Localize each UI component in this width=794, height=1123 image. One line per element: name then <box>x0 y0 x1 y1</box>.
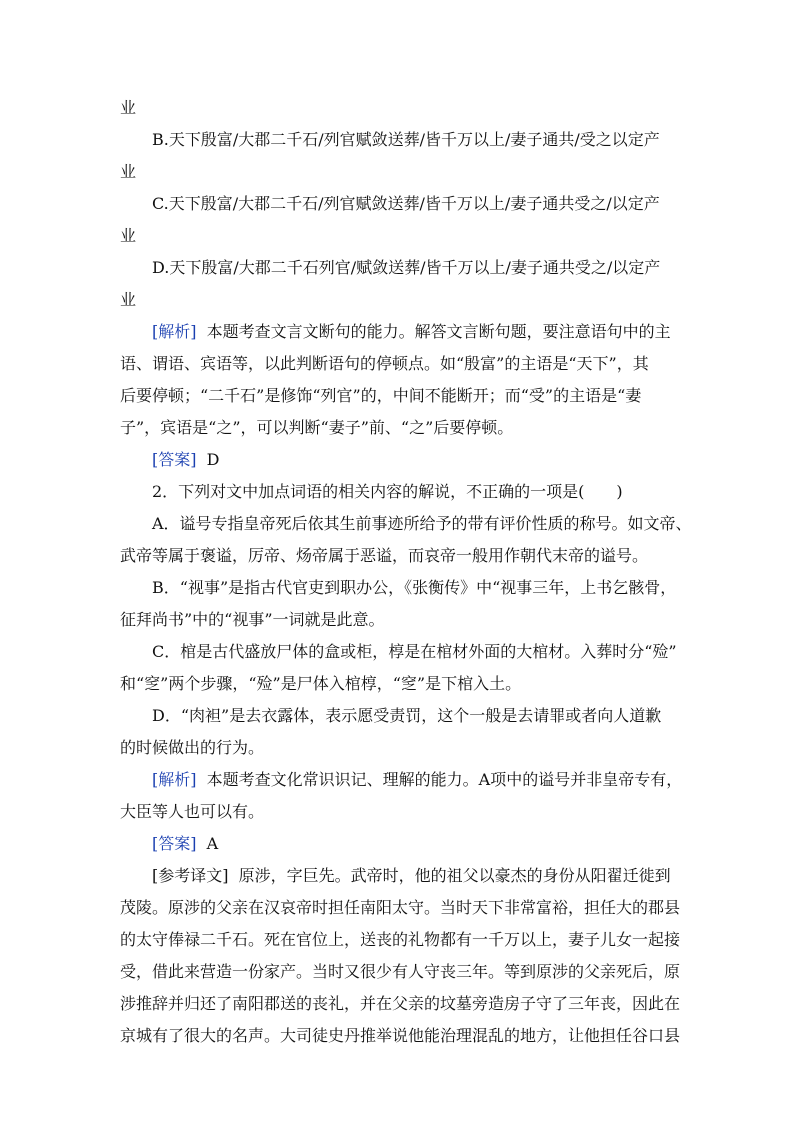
document-page <box>120 92 692 1052</box>
analysis-2-line-2: 大臣等人也可以有。 <box>120 802 265 821</box>
analysis-tag: [解析] <box>152 322 197 341</box>
translation-line-1 <box>120 860 676 892</box>
answer-value: A <box>206 834 219 853</box>
analysis-1-line-3: 后要停顿；“二千石”是修饰“列官”的，中间不能断开；而“受”的主语是“妻 <box>120 386 642 405</box>
analysis-1-line-4: 子”，宾语是“之”，可以判断“妻子”前、“之”后要停顿。 <box>120 418 514 437</box>
analysis-text: 本题考查文言文断句的能力。解答文言断句题，要注意语句中的主 <box>206 322 671 341</box>
text-line: 业 <box>120 290 137 309</box>
option-c-line: C.天下殷富/大郡二千石/列官赋敛送葬/皆千万以上/妻子通共受之/以定产 <box>152 194 660 213</box>
translation-line-3: 的太守俸禄二千石。死在官位上，送丧的礼物都有一千万以上，妻子儿女一起接 <box>120 930 681 949</box>
analysis-1-line-2: 语、谓语、宾语等，以此判断语句的停顿点。如“殷富”的主语是“天下”，其 <box>120 354 649 373</box>
answer-1-line <box>120 444 676 476</box>
translation-line-4: 受，借此来营造一份家产。当时又很少有人守丧三年。等到原涉的父亲死后，原 <box>120 962 681 981</box>
option-b-line: B.天下殷富/大郡二千石/列官赋敛送葬/皆千万以上/妻子通共/受之以定产 <box>152 130 660 149</box>
answer-tag: [答案] <box>152 834 197 853</box>
translation-line-5: 涉推辞并归还了南阳郡送的丧礼，并在父亲的坟墓旁造房子守了三年丧，因此在 <box>120 994 681 1013</box>
translation-text: 原涉，字巨先。武帝时，他的祖父以豪杰的身份从阳翟迁徙到 <box>238 866 671 885</box>
question-2-option-b-cont: 征拜尚书”中的“视事”一词就是此意。 <box>120 610 385 629</box>
text-line: 业 <box>120 162 137 181</box>
text-line: 业 <box>120 98 137 117</box>
text-line: 业 <box>120 226 137 245</box>
question-2-option-a-cont: 武帝等属于褒谥，厉帝、炀帝属于恶谥，而哀帝一般用作朝代末帝的谥号。 <box>120 546 649 565</box>
analysis-1-line <box>120 316 676 348</box>
question-2-option-d-cont: 的时候做出的行为。 <box>120 738 265 757</box>
translation-line-6: 京城有了很大的名声。大司徒史丹推举说他能治理混乱的地方，让他担任谷口县 <box>120 1026 681 1045</box>
option-d-line: D.天下殷富/大郡二千石列官/赋敛送葬/皆千万以上/妻子通共受之/以定产 <box>152 258 661 277</box>
analysis-text: 本题考查文化常识识记、理解的能力。A项中的谥号并非皇帝专有， <box>206 770 683 789</box>
question-2-stem: 2．下列对文中加点词语的相关内容的解说，不正确的一项是( ) <box>152 482 623 501</box>
question-2-option-b: B．“视事”是指古代官吏到职办公，《张衡传》中“视事三年，上书乞骸骨， <box>152 578 677 597</box>
question-2-option-d: D．“肉袒”是去衣露体，表示愿受责罚，这个一般是去请罪或者向人道歉 <box>152 706 662 725</box>
answer-2-line <box>120 828 676 860</box>
translation-line-2: 茂陵。原涉的父亲在汉哀帝时担任南阳太守。当时天下非常富裕，担任大的郡县 <box>120 898 681 917</box>
analysis-tag: [解析] <box>152 770 197 789</box>
question-2-option-c: C．棺是古代盛放尸体的盒或柜，椁是在棺材外面的大棺材。入葬时分“殓” <box>152 642 677 661</box>
translation-tag: [参考译文] <box>152 866 229 885</box>
question-2-option-c-cont: 和“窆”两个步骤，“殓”是尸体入棺椁，“窆”是下棺入土。 <box>120 674 522 693</box>
answer-value: D <box>206 450 220 469</box>
analysis-2-line <box>120 764 683 796</box>
question-2-option-a: A．谥号专指皇帝死后依其生前事迹所给予的带有评价性质的称号。如文帝、 <box>152 514 692 533</box>
answer-tag: [答案] <box>152 450 197 469</box>
